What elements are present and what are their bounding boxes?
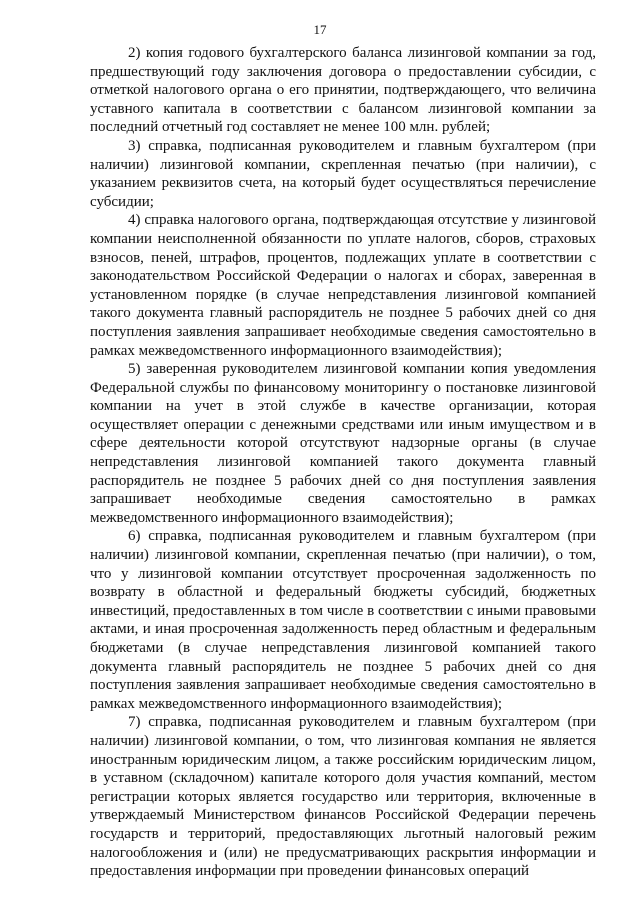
paragraph-item-4: 4) справка налогового органа, подтверждающая отсутствие у лизинговой компании неисполненной обязанности по уплате налогов, сборов, страховых взносов, пеней, штрафов, процентов, подлежащих уплате в соответствии с законодательством Российской Федерации о налогах и сборах, заверенная в установленном порядке (в случае непредставления лизинговой компанией такого документа главный распорядитель не позднее 5 рабочих дней со дня поступления заявления запрашивает необходимые сведения самостоятельно в рамках межведомственного информационного взаимодействия); <box>90 212 596 359</box>
document-body <box>90 44 596 881</box>
paragraph-item-5: 5) заверенная руководителем лизинговой компании копия уведомления Федеральной службы по финансовому мониторингу о постановке лизинговой компании на учет в этой службе в качестве организации, которая осуществляет операции с денежными средствами или иным имуществом и в сфере деятельности которой отсутствуют надзорные органы (в случае непредставления лизинговой компанией такого документа главный распорядитель не позднее 5 рабочих дней со дня поступления заявления запрашивает необходимые сведения самостоятельно в рамках межведомственного информационного взаимодействия); <box>90 361 596 526</box>
paragraph-item-6: 6) справка, подписанная руководителем и главным бухгалтером (при наличии) лизинговой компании, скрепленная печатью (при наличии), о том, что у лизинговой компании отсутствует просроченная задолженность по возврату в областной и федеральный бюджеты субсидий, бюджетных инвестиций, предоставленных в том числе в соответствии с иными правовыми актами, и иная просроченная задолженность перед областным и федеральным бюджетами (в случае непредставления лизинговой компанией такого документа главный распорядитель не позднее 5 рабочих дней со дня поступления заявления запрашивает необходимые сведения самостоятельно в рамках межведомственного информационного взаимодействия); <box>90 528 596 712</box>
paragraph-item-7: 7) справка, подписанная руководителем и главным бухгалтером (при наличии) лизинговой компании, о том, что лизинговая компания не является иностранным юридическим лицом, а также российским юридическим лицом, в уставном (складочном) капитале которого доля участия компаний, местом регистрации которых является государство или территория, включенные в утверждаемый Министерством финансов Российской Федерации перечень государств и территорий, предоставляющих льготный налоговый режим налогообложения и (или) не предусматривающих раскрытия информации и предоставления информации при проведении финансовых операций <box>90 714 596 880</box>
paragraph-item-2: 2) копия годового бухгалтерского баланса лизинговой компании за год, предшествующий году заключения договора о предоставлении субсидии, с отметкой налогового органа о его принятии, подтверждающего, что величина уставного капитала в соответствии с балансом лизинговой компании за последний отчетный год составляет не менее 100 млн. рублей; <box>90 45 596 136</box>
page-number: 17 <box>313 22 327 37</box>
paragraph-item-3: 3) справка, подписанная руководителем и главным бухгалтером (при наличии) лизинговой компании, скрепленная печатью (при наличии), с указанием реквизитов счета, на который будет осуществляться перечисление субсидии; <box>90 137 596 210</box>
